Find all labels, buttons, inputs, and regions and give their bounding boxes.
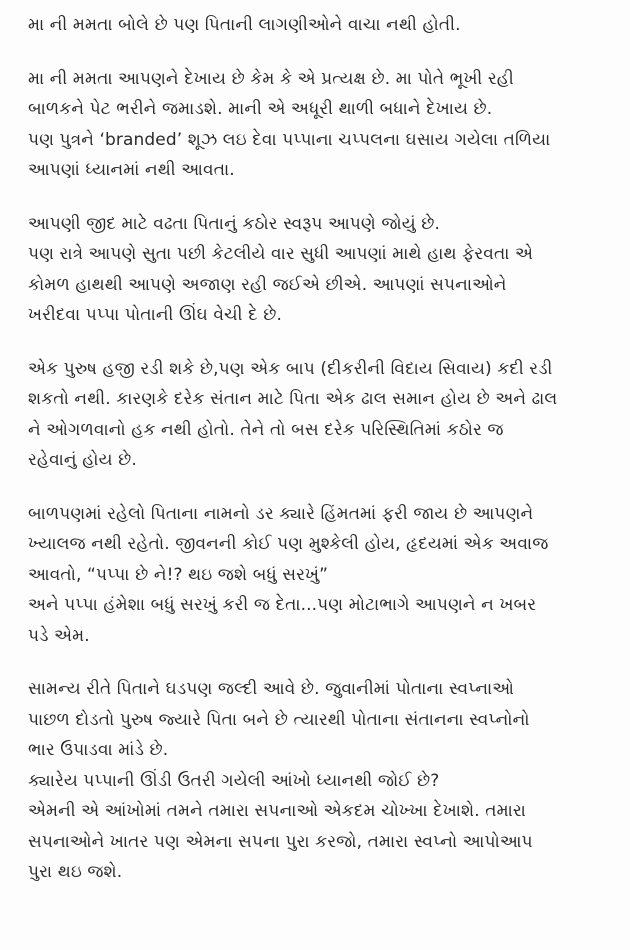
paragraph-3	[28, 209, 620, 331]
text-line: કોમળ હાથથી આપણે અજાણ રહી જઈએ છીએ. આપણાં સપનાઓને	[28, 274, 507, 295]
text-line: આપણાં ધ્યાનમાં નથી આવતા.	[28, 160, 235, 180]
text-line: બાળપણમાં રહેલો પિતાના નામનો ડર ક્યારે હિંમતમાં ફરી જાય છે આપણને	[28, 503, 534, 524]
text-line: શકતો નથી. કારણકે દરેક સંતાન માટે પિતા એક ઢાલ સમાન હોય છે અને ઢાલ	[28, 389, 558, 409]
text-line: એક પુરુષ હજી રડી શકે છે,પણ એક બાપ (દીકરીની વિદાય સિવાય) કદી રડી	[28, 358, 553, 379]
text-line: સપનાઓને ખાતર પણ એમના સપના પુરા કરજો, તમારા સ્વપ્નો આપોઆપ	[28, 831, 533, 852]
text-line: મા ની મમતા આપણને દેખાય છે કેમ કે એ પ્રત્યક્ષ છે. મા પોતે ભૂખી રહી	[28, 68, 514, 89]
text-line: ખ્યાલજ નથી રહેતો. જીવનની કોઈ પણ મુશ્કેલી હોય, હૃદયમાં એક અવાજ	[28, 534, 549, 554]
paragraph-2	[28, 64, 620, 186]
text-line: ને ઓગળવાનો હક નથી હોતો. તેને તો બસ દરેક પરિસ્થિતિમાં કઠોર જ	[28, 419, 504, 440]
text-line: મા ની મમતા બોલે છે પણ પિતાની લાગણીઓને વાચા નથી હોતી.	[28, 15, 461, 35]
paragraph-6	[28, 674, 620, 888]
text-line: સામન્ય રીતે પિતાને ઘડપણ જલ્દી આવે છે. જુવાનીમાં પોતાના સ્વપ્નાઓ	[28, 679, 514, 699]
text-line: બાળકને પેટ ભરીને જમાડશે. માની એ અધૂરી થાળી બધાને દેખાય છે.	[28, 99, 493, 119]
text-line: ખરીદવા પપ્પા પોતાની ઊંઘ વેચી દે છે.	[28, 305, 282, 325]
text-line: ભાર ઉપાડવા માંડે છે.	[28, 740, 169, 760]
text-line: આપણી જીદ માટે વઢતા પિતાનું કઠોર સ્વરૂપ આપણે જોયું છે.	[28, 213, 441, 234]
text-line: પણ રાત્રે આપણે સુતા પછી કેટલીયે વાર સુધી આપણાં માથે હાથ ફેરવતા એ	[28, 244, 534, 264]
text-line: એમની એ આંખોમાં તમને તમારા સપનાઓ એકદમ ચોખ્ખા દેખાશે. તમારા	[28, 801, 526, 821]
text-line: પણ પુત્રને ‘branded’ શૂઝ લઇ દેવા પપ્પાના ચપ્પલના ઘસાય ગયેલા તળિયા	[28, 129, 551, 150]
text-line: અને પપ્પા હંમેશા બધું સરખું કરી જ દેતા...પણ મોટાભાગે આપણને ન ખબર	[28, 595, 537, 615]
paragraph-4	[28, 354, 620, 476]
text-line: રહેવાનું હોય છે.	[28, 450, 137, 470]
text-line: પાછળ દોડતો પુરુષ જ્યારે પિતા બને છે ત્યારથી પોતાના સંતાનના સ્વપ્નોનો	[28, 709, 530, 730]
text-line: ક્યારેય પપ્પાની ઊંડી ઉતરી ગયેલી આંખો ધ્યાનથી જોઈ છે?	[28, 770, 440, 791]
text-line: પડે એમ.	[28, 625, 90, 646]
text-line: પુરા થઇ જશે.	[28, 862, 123, 882]
paragraph-1	[28, 10, 620, 41]
paragraph-5	[28, 499, 620, 652]
text-line: આવતો, “પપ્પા છે ને!? થઇ જશે બધું સરખું”	[28, 564, 328, 585]
